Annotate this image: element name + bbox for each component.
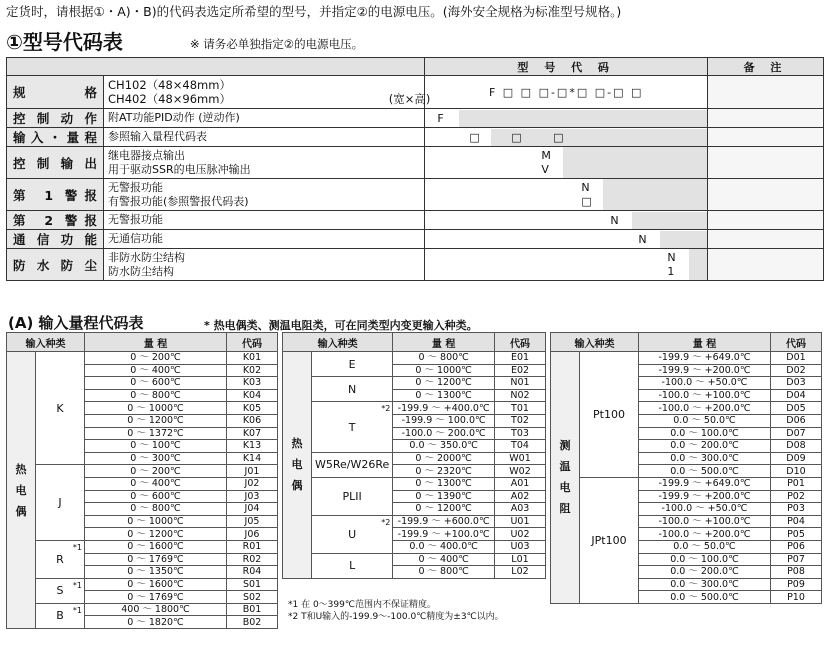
range-code: N02	[495, 389, 546, 402]
row-code	[425, 128, 708, 147]
row-label: 控制输出	[7, 147, 104, 179]
range-value: 0.0 ～ 500.0℃	[639, 591, 771, 604]
range-value: 0.0 ～ 50.0℃	[639, 540, 771, 553]
range-code: D06	[771, 414, 822, 427]
row-code-value: 1	[667, 265, 689, 278]
range-code: N01	[495, 377, 546, 390]
row-label: 防水防尘	[7, 249, 104, 281]
range-code: P10	[771, 591, 822, 604]
range-code: R04	[227, 566, 278, 579]
range-value: 0 ～ 400℃	[393, 553, 495, 566]
range-code: P08	[771, 566, 822, 579]
range-code: P03	[771, 503, 822, 516]
input-type	[312, 477, 393, 515]
input-type-label: U	[348, 527, 357, 541]
range-code: A03	[495, 503, 546, 516]
category-label: 热 电 偶	[283, 352, 312, 579]
row-desc	[104, 128, 425, 147]
row-code-value: N	[581, 181, 604, 194]
range-value: -100.0 ～ +100.0℃	[639, 515, 771, 528]
range-value: 0 ～ 600℃	[85, 490, 227, 503]
row-code	[425, 211, 708, 230]
range-value: 0 ～ 400℃	[85, 477, 227, 490]
range-code: K02	[227, 364, 278, 377]
col-header-range: 量 程	[85, 333, 227, 352]
range-table-mid	[282, 332, 546, 579]
range-value: -199.9 ～ 100.0℃	[393, 414, 495, 427]
range-value: -100.0 ～ +100.0℃	[639, 389, 771, 402]
col-header-remarks: 备 注	[708, 58, 824, 76]
range-value: 0 ～ 1200℃	[85, 528, 227, 541]
range-code: D09	[771, 452, 822, 465]
row-desc-line: 继电器接点输出	[108, 148, 186, 162]
row-label: 输入・量程	[7, 128, 104, 147]
range-value: 0 ～ 300℃	[85, 452, 227, 465]
row-code-value: N	[638, 232, 661, 246]
range-value: 0 ～ 1200℃	[393, 503, 495, 516]
range-code: T02	[495, 414, 546, 427]
section-a-title: (A) 输入量程代码表	[8, 314, 144, 332]
row-desc-line: 有警报功能(参照警报代码表)	[108, 194, 249, 208]
row-desc-line: 无通信功能	[108, 232, 164, 245]
range-value: 0 ～ 1200℃	[393, 377, 495, 390]
range-value: 0.0 ～ 400.0℃	[393, 540, 495, 553]
col-header-code: 代码	[227, 333, 278, 352]
row-label: 通信功能	[7, 230, 104, 249]
range-code: A02	[495, 490, 546, 503]
row-desc	[104, 109, 425, 128]
row-desc-line: 无警报功能	[108, 180, 164, 194]
row-code-value: M	[541, 149, 565, 162]
range-value: 0.0 ～ 200.0℃	[639, 440, 771, 453]
row-desc	[104, 249, 425, 281]
range-code: S01	[227, 578, 278, 591]
range-value: 0 ～ 2000℃	[393, 452, 495, 465]
range-code: J04	[227, 503, 278, 516]
range-code: L02	[495, 566, 546, 579]
range-value: -100.0 ～ 200.0℃	[393, 427, 495, 440]
range-code: R01	[227, 540, 278, 553]
range-code: U01	[495, 515, 546, 528]
col-header-code: 型 号 代 码	[425, 58, 708, 76]
col-header-range: 量 程	[393, 333, 495, 352]
range-code: U02	[495, 528, 546, 541]
range-code: T03	[495, 427, 546, 440]
row-code-value: □	[581, 195, 606, 208]
range-code: D08	[771, 440, 822, 453]
range-table-left	[6, 332, 278, 629]
range-code: P05	[771, 528, 822, 541]
row-code-value: F	[437, 111, 458, 125]
range-value: 0 ～ 400℃	[85, 364, 227, 377]
range-value: 0 ～ 1390℃	[393, 490, 495, 503]
range-code: P04	[771, 515, 822, 528]
range-value: 0 ～ 1600℃	[85, 540, 227, 553]
range-value: 0 ～ 100℃	[85, 440, 227, 453]
range-code: K13	[227, 440, 278, 453]
col-header-type: 输入种类	[7, 333, 85, 352]
range-value: -100.0 ～ +50.0℃	[639, 377, 771, 390]
spec-label: 规 格	[7, 76, 104, 109]
range-value: 0 ～ 1372℃	[85, 427, 227, 440]
input-type-label: B	[56, 609, 64, 623]
input-type	[312, 515, 393, 553]
input-type-label: W5Re/W26Re	[315, 458, 390, 472]
intro-text: 定货时，请根据①・A)・B)的代码表选定所希望的型号，并指定②的电源电压。(海外安全规格为标准型号规格。)	[6, 4, 622, 19]
range-value: 0.0 ～ 500.0℃	[639, 465, 771, 478]
range-value: 0.0 ～ 100.0℃	[639, 553, 771, 566]
range-code: E01	[495, 352, 546, 365]
range-code: P06	[771, 540, 822, 553]
range-value: -199.9 ～ +200.0℃	[639, 364, 771, 377]
input-type-label: PLII	[342, 489, 362, 503]
range-value: 0 ～ 600℃	[85, 377, 227, 390]
range-code: D07	[771, 427, 822, 440]
category-label: 热 电 偶	[7, 352, 36, 629]
input-type-label: N	[348, 382, 357, 396]
range-code: J03	[227, 490, 278, 503]
range-code: E02	[495, 364, 546, 377]
range-value: 0 ～ 1350℃	[85, 566, 227, 579]
range-value: 0 ～ 1200℃	[85, 414, 227, 427]
row-desc-line: 附AT功能PID动作 (逆动作)	[108, 111, 240, 124]
footnote-mark: *1	[72, 542, 82, 552]
range-code: K14	[227, 452, 278, 465]
range-code: R02	[227, 553, 278, 566]
range-value: -199.9 ～ +649.0℃	[639, 352, 771, 365]
range-code: P09	[771, 578, 822, 591]
range-value: 0 ～ 1820℃	[85, 616, 227, 629]
input-type	[580, 477, 639, 603]
input-type-label: R	[56, 552, 64, 566]
range-code: D01	[771, 352, 822, 365]
footnote-1: *1 在 0～399℃范围内不保证精度。	[288, 600, 436, 610]
range-value: 0 ～ 1769℃	[85, 591, 227, 604]
range-value: -199.9 ～ +649.0℃	[639, 477, 771, 490]
spec-wh: (宽×高)	[388, 92, 431, 106]
range-code: K01	[227, 352, 278, 365]
row-desc	[104, 179, 425, 211]
row-desc-line: 无警报功能	[108, 213, 164, 226]
input-type	[312, 352, 393, 377]
range-code: W02	[495, 465, 546, 478]
range-value: -199.9 ～ +100.0℃	[393, 528, 495, 541]
range-code: J05	[227, 515, 278, 528]
input-type	[36, 465, 85, 541]
range-code: K07	[227, 427, 278, 440]
row-code	[425, 230, 708, 249]
row-code	[425, 249, 708, 281]
row-desc	[104, 147, 425, 179]
input-type	[312, 377, 393, 402]
range-value: 0 ～ 2320℃	[393, 465, 495, 478]
input-type-label: T	[348, 420, 356, 434]
range-code: T01	[495, 402, 546, 415]
range-value: 0.0 ～ 100.0℃	[639, 427, 771, 440]
range-value: 0 ～ 200℃	[85, 465, 227, 478]
col-header-type: 输入种类	[283, 333, 393, 352]
range-value: 0.0 ～ 300.0℃	[639, 578, 771, 591]
footnote-mark: *2	[381, 517, 391, 527]
input-type	[580, 352, 639, 478]
range-code: S02	[227, 591, 278, 604]
range-code: D04	[771, 389, 822, 402]
range-value: -199.9 ～ +400.0℃	[393, 402, 495, 415]
range-value: 0 ～ 200℃	[85, 352, 227, 365]
range-value: -199.9 ～ +200.0℃	[639, 490, 771, 503]
row-code-value: N	[667, 251, 690, 264]
range-value: 0 ～ 1600℃	[85, 578, 227, 591]
range-code: B02	[227, 616, 278, 629]
range-value: -100.0 ～ +200.0℃	[639, 402, 771, 415]
range-code: J01	[227, 465, 278, 478]
code-pattern: F □ □ □-□*□ □-□ □	[425, 76, 708, 109]
input-type-label: E	[348, 357, 356, 371]
row-code	[425, 109, 708, 128]
range-code: J06	[227, 528, 278, 541]
input-type	[312, 553, 393, 578]
range-value: -100.0 ～ +200.0℃	[639, 528, 771, 541]
range-table-right	[550, 332, 822, 604]
range-value: 0 ～ 1000℃	[85, 402, 227, 415]
footnote-mark: *1	[72, 580, 82, 590]
row-label: 第 2 警报	[7, 211, 104, 230]
row-code	[425, 179, 708, 211]
col-header-code: 代码	[771, 333, 822, 352]
footnote-mark: *2	[381, 404, 391, 414]
range-code: L01	[495, 553, 546, 566]
row-desc-line: 非防水防尘结构	[108, 250, 186, 264]
range-value: 0.0 ～ 50.0℃	[639, 414, 771, 427]
range-code: W01	[495, 452, 546, 465]
section-title: ①型号代码表	[6, 30, 123, 54]
row-label: 第 1 警报	[7, 179, 104, 211]
range-value: 0 ～ 1300℃	[393, 477, 495, 490]
row-code-value: N	[610, 213, 633, 227]
input-type-label: S	[56, 584, 64, 598]
range-value: 0 ～ 1000℃	[85, 515, 227, 528]
section-note: ※ 请务必单独指定②的电源电压。	[190, 37, 364, 51]
input-type	[312, 402, 393, 452]
range-value: 0.0 ～ 350.0℃	[393, 440, 495, 453]
input-type	[36, 603, 85, 628]
spec-line-2: CH402（48×96mm）	[108, 92, 231, 106]
range-value: 0.0 ～ 200.0℃	[639, 566, 771, 579]
range-code: K05	[227, 402, 278, 415]
range-value: 0 ～ 800℃	[393, 352, 495, 365]
range-code: P01	[771, 477, 822, 490]
row-desc-line: 参照输入量程代码表	[108, 130, 208, 143]
range-value: 0 ～ 1000℃	[393, 364, 495, 377]
row-desc	[104, 211, 425, 230]
range-value: -100.0 ～ +50.0℃	[639, 503, 771, 516]
range-value: 400 ～ 1800℃	[85, 603, 227, 616]
input-type-label: K	[56, 401, 64, 415]
range-code: D03	[771, 377, 822, 390]
row-code-value: □ □ □	[469, 130, 578, 144]
input-type	[312, 452, 393, 477]
range-value: 0 ～ 800℃	[393, 566, 495, 579]
range-code: J02	[227, 477, 278, 490]
range-code: B01	[227, 603, 278, 616]
range-code: D10	[771, 465, 822, 478]
range-code: T04	[495, 440, 546, 453]
range-code: D02	[771, 364, 822, 377]
row-desc	[104, 230, 425, 249]
input-type-label: JPt100	[591, 533, 627, 547]
footnote-2: *2 T和U输入的-199.9～-100.0℃精度为±3℃以内。	[288, 612, 504, 622]
range-code: P02	[771, 490, 822, 503]
col-header-range: 量 程	[639, 333, 771, 352]
range-code: K04	[227, 389, 278, 402]
row-code-value: V	[541, 163, 563, 176]
row-desc-line: 用于驱动SSR的电压脉冲输出	[108, 162, 251, 176]
range-value: 0.0 ～ 300.0℃	[639, 452, 771, 465]
section-a-note: * 热电偶类、测温电阻类，可在同类型内变更输入种类。	[204, 319, 478, 332]
input-type	[36, 540, 85, 578]
input-type-label: J	[58, 496, 62, 510]
range-value: 0 ～ 1300℃	[393, 389, 495, 402]
range-value: -199.9 ～ +600.0℃	[393, 515, 495, 528]
input-type-label: Pt100	[593, 407, 625, 421]
range-code: K03	[227, 377, 278, 390]
input-type	[36, 578, 85, 603]
range-value: 0 ～ 1769℃	[85, 553, 227, 566]
input-type-label: L	[349, 559, 356, 573]
row-desc-line: 防水防尘结构	[108, 264, 175, 278]
range-value: 0 ～ 800℃	[85, 389, 227, 402]
range-code: P07	[771, 553, 822, 566]
row-code	[425, 147, 708, 179]
category-label: 测 温 电 阻	[551, 352, 580, 604]
range-value: 0 ～ 800℃	[85, 503, 227, 516]
range-code: K06	[227, 414, 278, 427]
model-code-table	[6, 57, 824, 281]
footnote-mark: *1	[72, 605, 82, 615]
row-label: 控制动作	[7, 109, 104, 128]
input-type	[36, 352, 85, 465]
col-header-code: 代码	[495, 333, 546, 352]
range-code: D05	[771, 402, 822, 415]
col-header-type: 输入种类	[551, 333, 639, 352]
range-code: U03	[495, 540, 546, 553]
spec-line-1: CH102（48×48mm）	[108, 78, 231, 92]
range-code: A01	[495, 477, 546, 490]
